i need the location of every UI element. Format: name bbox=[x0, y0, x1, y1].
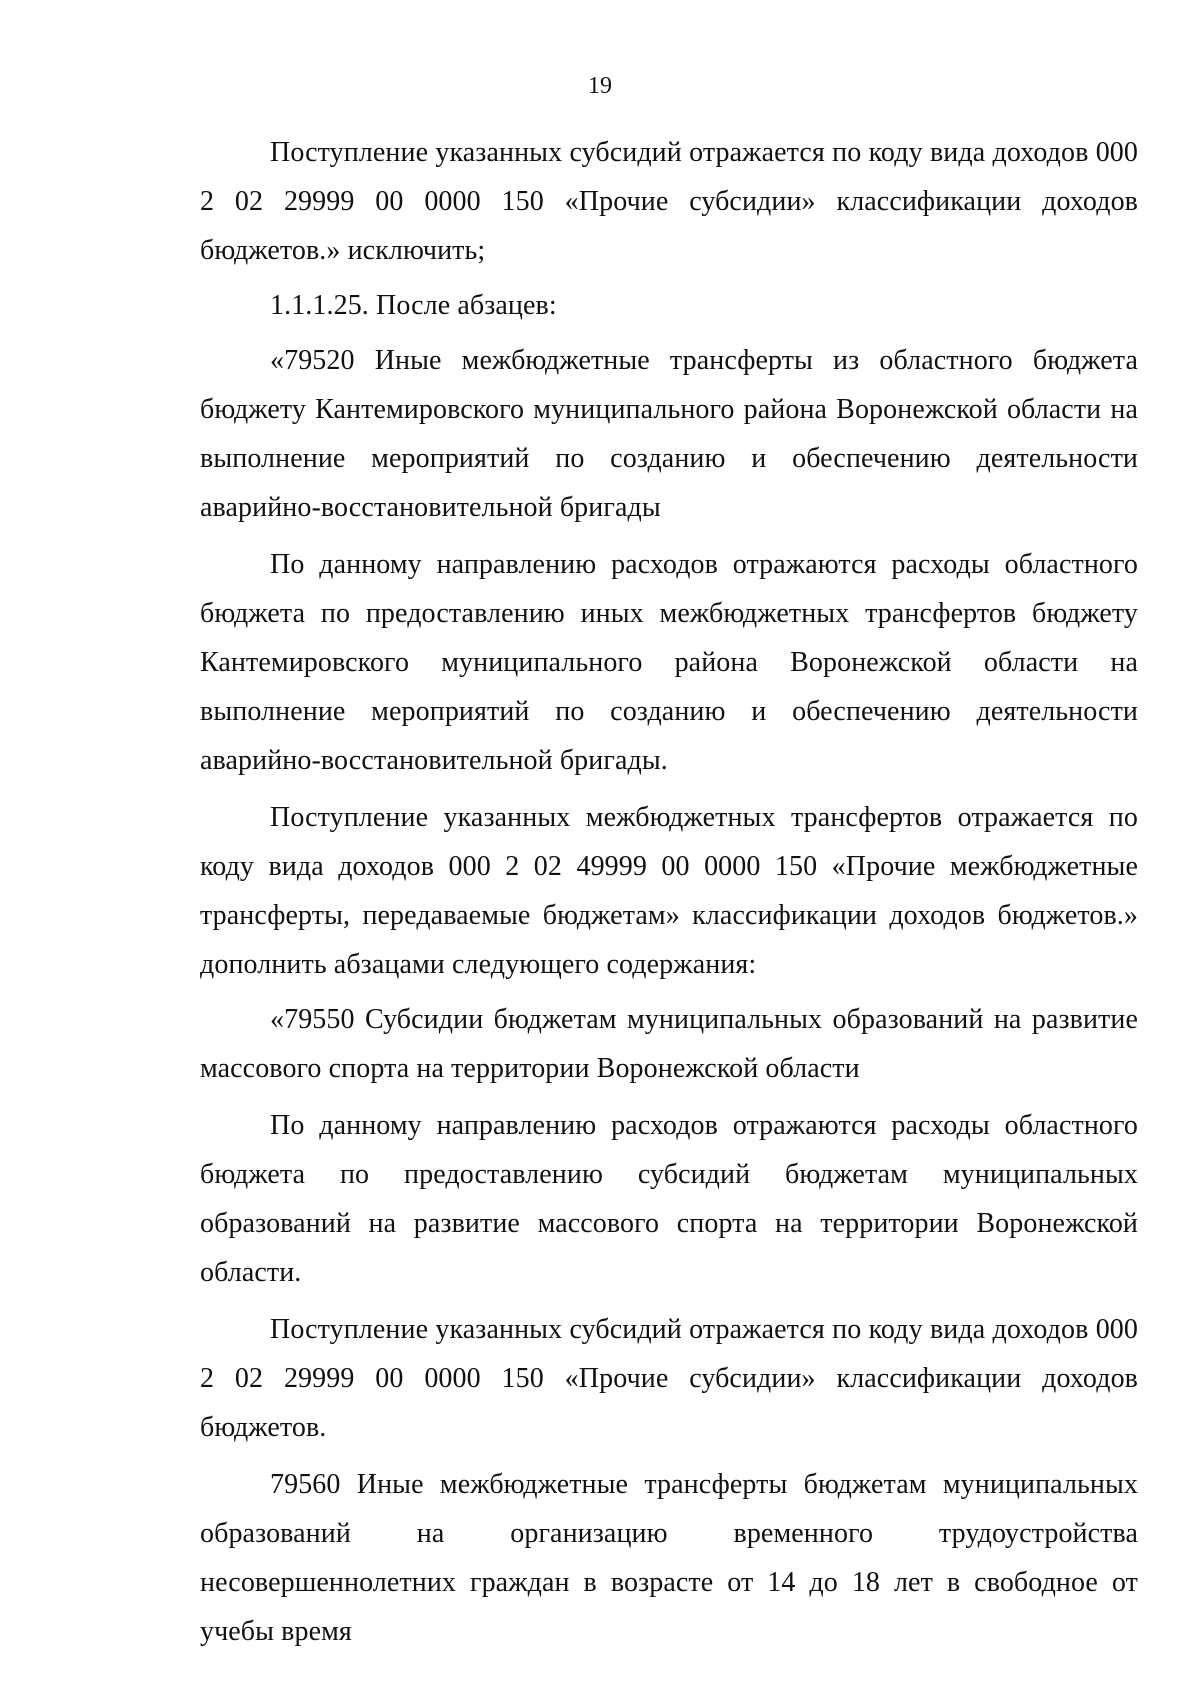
page-number: 19 bbox=[588, 73, 612, 99]
paragraph-income-subsidies-excluded: Поступление указанных субсидий отражается по коду вида доходов 000 2 02 29999 00 0000 150 «Прочие субсидии» классификации доходов бюджетов.» исключить; bbox=[200, 137, 1138, 266]
paragraph-79550-heading: «79550 Субсидии бюджетам муниципальных образований на развитие массового спорта на территории Воронежской области bbox=[200, 1004, 1138, 1084]
paragraph-clause-1-1-1-25: 1.1.1.25. После абзацев: bbox=[270, 290, 557, 321]
paragraph-79520-description: По данному направлению расходов отражаются расходы областного бюджета по предоставлению иных межбюджетных трансфертов бюджету Кантемировского муниципального района Воронежской области на выполнение мероприятий по созданию и обеспечению деятельности аварийно-восстановительной бригады. bbox=[200, 549, 1138, 776]
document-body bbox=[200, 128, 1138, 1662]
paragraph-79550-description: По данному направлению расходов отражаются расходы областного бюджета по предоставлению субсидий бюджетам муниципальных образований на развитие массового спорта на территории Воронежской области. bbox=[200, 1110, 1138, 1288]
paragraph-79550-income: Поступление указанных субсидий отражается по коду вида доходов 000 2 02 29999 00 0000 150 «Прочие субсидии» классификации доходов бюджетов. bbox=[200, 1314, 1138, 1443]
paragraph-79520-heading: «79520 Иные межбюджетные трансферты из областного бюджета бюджету Кантемировского муниципального района Воронежской области на выполнение мероприятий по созданию и обеспечению деятельности аварийно-восстановительной бригады bbox=[200, 345, 1138, 523]
paragraph-79520-income: Поступление указанных межбюджетных трансфертов отражается по коду вида доходов 000 2 02 49999 00 0000 150 «Прочие межбюджетные трансферты, передаваемые бюджетам» классификации доходов бюджетов.» дополнить абзацами следующего содержания: bbox=[200, 802, 1138, 980]
paragraph-79560-heading: 79560 Иные межбюджетные трансферты бюджетам муниципальных образований на организацию временного трудоустройства несовершеннолетних граждан в возрасте от 14 до 18 лет в свободное от учебы время bbox=[200, 1469, 1138, 1647]
